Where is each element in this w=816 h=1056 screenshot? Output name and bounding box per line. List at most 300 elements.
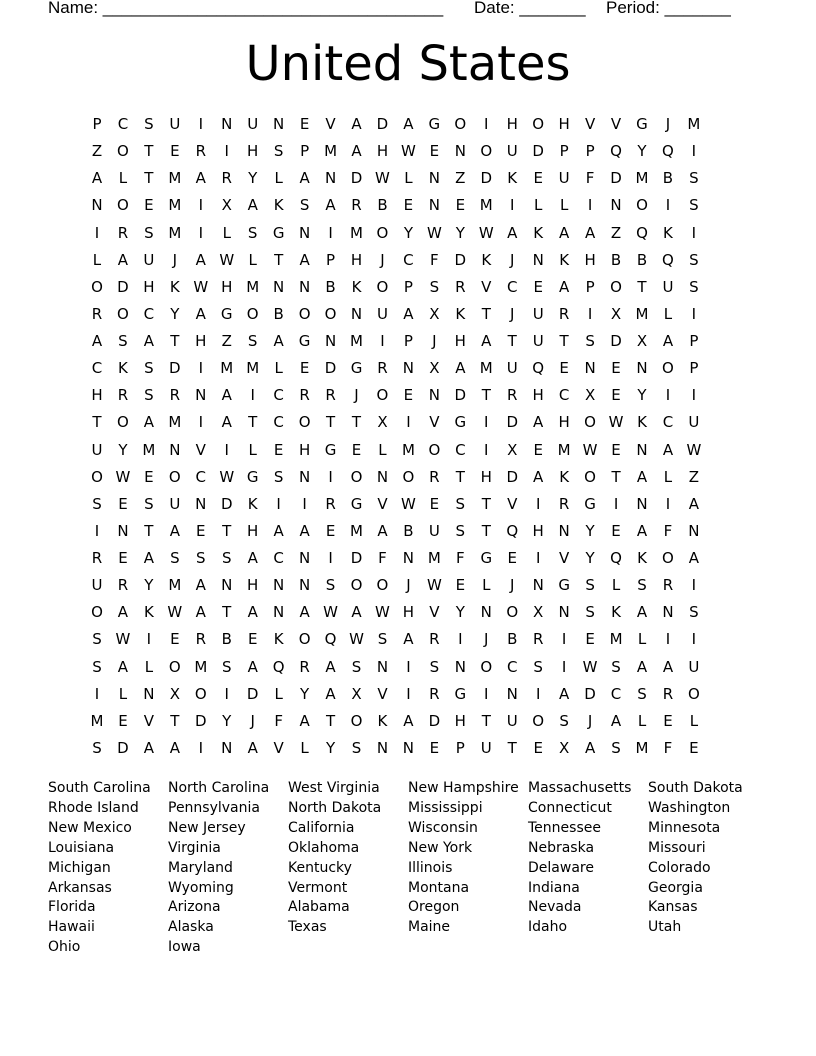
grid-letter[interactable]: A bbox=[403, 304, 414, 323]
grid-letter[interactable]: I bbox=[484, 413, 489, 432]
grid-letter[interactable]: O bbox=[117, 142, 129, 161]
grid-letter[interactable]: K bbox=[455, 304, 466, 323]
grid-letter[interactable]: P bbox=[689, 332, 699, 350]
grid-letter[interactable]: D bbox=[246, 684, 259, 703]
grid-letter[interactable]: G bbox=[246, 467, 259, 486]
grid-letter[interactable]: G bbox=[324, 440, 337, 459]
grid-letter[interactable]: O bbox=[298, 304, 311, 323]
grid-letter[interactable]: O bbox=[350, 576, 363, 595]
grid-letter[interactable]: R bbox=[299, 386, 310, 405]
grid-letter[interactable]: K bbox=[559, 250, 570, 269]
grid-letter[interactable]: P bbox=[92, 115, 102, 133]
grid-letter[interactable]: D bbox=[480, 169, 493, 188]
grid-letter[interactable]: S bbox=[118, 332, 128, 350]
grid-letter[interactable]: E bbox=[299, 115, 310, 133]
grid-letter[interactable]: R bbox=[117, 576, 129, 595]
grid-letter[interactable]: G bbox=[428, 115, 441, 133]
grid-letter[interactable]: K bbox=[351, 277, 362, 296]
grid-letter[interactable]: M bbox=[350, 521, 363, 540]
grid-letter[interactable]: A bbox=[610, 711, 622, 730]
grid-letter[interactable]: I bbox=[94, 521, 100, 540]
grid-letter[interactable]: I bbox=[328, 467, 333, 486]
grid-letter[interactable]: E bbox=[118, 549, 128, 567]
grid-letter[interactable]: N bbox=[636, 494, 648, 513]
grid-letter[interactable]: S bbox=[221, 657, 232, 676]
grid-letter[interactable]: I bbox=[198, 738, 203, 757]
grid-letter[interactable]: U bbox=[169, 115, 181, 133]
grid-letter[interactable]: O bbox=[480, 657, 493, 676]
grid-letter[interactable]: N bbox=[402, 359, 415, 378]
grid-letter[interactable]: A bbox=[403, 115, 414, 133]
grid-letter[interactable]: R bbox=[558, 304, 570, 323]
grid-letter[interactable]: V bbox=[481, 277, 492, 296]
grid-letter[interactable]: O bbox=[91, 467, 103, 486]
grid-letter[interactable]: O bbox=[532, 115, 545, 133]
grid-letter[interactable]: U bbox=[169, 494, 181, 513]
grid-letter[interactable]: A bbox=[221, 413, 232, 432]
grid-letter[interactable]: W bbox=[686, 440, 702, 459]
grid-letter[interactable]: W bbox=[582, 657, 598, 676]
grid-letter[interactable]: K bbox=[169, 277, 180, 296]
grid-letter[interactable]: X bbox=[429, 359, 440, 378]
grid-letter[interactable]: H bbox=[584, 250, 596, 269]
grid-letter[interactable]: T bbox=[559, 332, 569, 350]
grid-letter[interactable]: N bbox=[376, 738, 389, 757]
grid-letter[interactable]: E bbox=[585, 630, 595, 649]
grid-letter[interactable]: I bbox=[406, 413, 411, 432]
grid-letter[interactable]: C bbox=[273, 413, 284, 432]
grid-letter[interactable]: L bbox=[274, 169, 283, 188]
grid-letter[interactable]: H bbox=[480, 467, 492, 486]
grid-letter[interactable]: E bbox=[533, 440, 543, 459]
grid-letter[interactable]: S bbox=[221, 549, 232, 567]
grid-letter[interactable]: A bbox=[195, 169, 206, 188]
grid-letter[interactable]: N bbox=[117, 521, 129, 540]
grid-letter[interactable]: S bbox=[273, 142, 284, 161]
grid-letter[interactable]: L bbox=[404, 169, 413, 188]
grid-letter[interactable]: D bbox=[532, 142, 544, 161]
grid-letter[interactable]: Y bbox=[455, 603, 465, 622]
grid-letter[interactable]: K bbox=[663, 223, 673, 242]
grid-letter[interactable]: N bbox=[273, 603, 285, 622]
grid-letter[interactable]: V bbox=[143, 711, 155, 730]
grid-letter[interactable]: A bbox=[559, 223, 570, 242]
grid-letter[interactable]: L bbox=[378, 440, 387, 459]
grid-letter[interactable]: F bbox=[456, 549, 465, 567]
grid-letter[interactable]: H bbox=[558, 413, 570, 432]
grid-letter[interactable]: F bbox=[585, 169, 595, 188]
grid-letter[interactable]: I bbox=[691, 142, 697, 161]
grid-letter[interactable]: I bbox=[665, 196, 671, 215]
grid-letter[interactable]: A bbox=[143, 738, 155, 757]
grid-letter[interactable]: O bbox=[350, 711, 363, 730]
grid-letter[interactable]: U bbox=[91, 440, 103, 459]
grid-letter[interactable]: R bbox=[117, 386, 129, 405]
name-field[interactable]: Name: ____________________________________ bbox=[48, 0, 444, 17]
grid-letter[interactable]: U bbox=[688, 413, 700, 432]
grid-letter[interactable]: U bbox=[558, 169, 570, 188]
grid-letter[interactable]: S bbox=[377, 630, 388, 649]
grid-letter[interactable]: L bbox=[274, 684, 283, 703]
grid-letter[interactable]: P bbox=[559, 142, 569, 161]
grid-letter[interactable]: S bbox=[351, 738, 362, 757]
grid-letter[interactable]: X bbox=[377, 413, 388, 432]
grid-letter[interactable]: G bbox=[454, 684, 467, 703]
grid-letter[interactable]: I bbox=[198, 196, 203, 215]
grid-letter[interactable]: D bbox=[350, 169, 363, 188]
grid-letter[interactable]: E bbox=[144, 467, 154, 486]
grid-letter[interactable]: T bbox=[144, 521, 154, 540]
grid-letter[interactable]: A bbox=[117, 657, 129, 676]
grid-letter[interactable]: A bbox=[221, 386, 232, 405]
grid-letter[interactable]: R bbox=[662, 576, 674, 595]
grid-letter[interactable]: R bbox=[662, 684, 674, 703]
grid-letter[interactable]: O bbox=[298, 630, 311, 649]
grid-letter[interactable]: S bbox=[637, 576, 647, 595]
grid-letter[interactable]: I bbox=[484, 440, 489, 459]
grid-letter[interactable]: E bbox=[533, 277, 543, 296]
grid-letter[interactable]: S bbox=[325, 576, 336, 595]
grid-letter[interactable]: N bbox=[636, 359, 648, 378]
grid-letter[interactable]: I bbox=[587, 304, 593, 323]
grid-letter[interactable]: J bbox=[587, 711, 593, 730]
grid-letter[interactable]: P bbox=[585, 142, 595, 161]
grid-letter[interactable]: R bbox=[325, 386, 336, 405]
grid-letter[interactable]: W bbox=[167, 603, 183, 622]
grid-letter[interactable]: R bbox=[532, 630, 544, 649]
grid-letter[interactable]: I bbox=[613, 494, 619, 513]
grid-letter[interactable]: A bbox=[377, 521, 388, 540]
grid-letter[interactable]: Z bbox=[688, 467, 700, 486]
grid-letter[interactable]: H bbox=[350, 250, 363, 269]
grid-letter[interactable]: M bbox=[687, 115, 701, 133]
grid-letter[interactable]: L bbox=[118, 684, 128, 703]
grid-letter[interactable]: K bbox=[143, 603, 154, 622]
grid-letter[interactable]: Y bbox=[144, 576, 154, 595]
grid-letter[interactable]: E bbox=[118, 711, 128, 730]
grid-letter[interactable]: V bbox=[273, 738, 284, 757]
grid-letter[interactable]: J bbox=[406, 576, 411, 595]
grid-letter[interactable]: A bbox=[351, 603, 362, 622]
grid-letter[interactable]: A bbox=[584, 738, 596, 757]
grid-letter[interactable]: S bbox=[273, 467, 284, 486]
grid-letter[interactable]: D bbox=[428, 711, 441, 730]
grid-letter[interactable]: K bbox=[611, 603, 621, 622]
grid-letter[interactable]: L bbox=[92, 250, 102, 269]
grid-letter[interactable]: T bbox=[222, 603, 232, 622]
grid-letter[interactable]: Z bbox=[91, 142, 103, 161]
grid-letter[interactable]: F bbox=[663, 738, 673, 757]
grid-letter[interactable]: I bbox=[561, 630, 567, 649]
grid-letter[interactable]: D bbox=[610, 169, 622, 188]
grid-letter[interactable]: C bbox=[455, 440, 466, 459]
grid-letter[interactable]: X bbox=[584, 386, 596, 405]
grid-letter[interactable]: N bbox=[273, 576, 285, 595]
grid-letter[interactable]: W bbox=[582, 440, 598, 459]
grid-letter[interactable]: O bbox=[91, 603, 103, 622]
grid-letter[interactable]: E bbox=[455, 196, 466, 215]
grid-letter[interactable]: S bbox=[92, 738, 102, 757]
grid-letter[interactable]: D bbox=[350, 549, 363, 567]
grid-letter[interactable]: Y bbox=[637, 386, 647, 405]
grid-letter[interactable]: I bbox=[198, 359, 203, 378]
grid-letter[interactable]: D bbox=[584, 684, 596, 703]
grid-letter[interactable]: R bbox=[91, 304, 103, 323]
grid-letter[interactable]: U bbox=[247, 115, 259, 133]
grid-letter[interactable]: O bbox=[584, 467, 596, 486]
grid-letter[interactable]: Q bbox=[324, 630, 337, 649]
grid-letter[interactable]: D bbox=[220, 494, 233, 513]
grid-letter[interactable]: T bbox=[611, 467, 621, 486]
grid-letter[interactable]: M bbox=[90, 711, 104, 730]
grid-letter[interactable]: S bbox=[92, 494, 102, 513]
grid-letter[interactable]: B bbox=[636, 250, 648, 269]
grid-letter[interactable]: M bbox=[194, 657, 208, 676]
date-field[interactable]: Date: _______ bbox=[474, 0, 586, 17]
grid-letter[interactable]: R bbox=[558, 494, 570, 513]
grid-letter[interactable]: M bbox=[609, 630, 623, 649]
grid-letter[interactable]: S bbox=[429, 277, 440, 296]
grid-letter[interactable]: W bbox=[323, 603, 338, 622]
grid-letter[interactable]: N bbox=[454, 657, 466, 676]
grid-letter[interactable]: H bbox=[247, 142, 259, 161]
grid-letter[interactable]: N bbox=[662, 603, 674, 622]
grid-letter[interactable]: C bbox=[506, 657, 518, 676]
grid-letter[interactable]: S bbox=[92, 630, 102, 649]
grid-letter[interactable]: X bbox=[636, 332, 648, 350]
grid-letter[interactable]: P bbox=[585, 277, 595, 296]
grid-letter[interactable]: O bbox=[117, 304, 129, 323]
grid-letter[interactable]: A bbox=[351, 142, 362, 161]
grid-letter[interactable]: P bbox=[403, 332, 413, 350]
grid-letter[interactable]: K bbox=[481, 250, 492, 269]
grid-letter[interactable]: U bbox=[428, 521, 440, 540]
grid-letter[interactable]: I bbox=[510, 196, 515, 215]
grid-letter[interactable]: G bbox=[350, 494, 363, 513]
grid-letter[interactable]: R bbox=[299, 657, 310, 676]
grid-letter[interactable]: L bbox=[482, 576, 491, 595]
grid-letter[interactable]: Q bbox=[506, 521, 519, 540]
grid-letter[interactable]: E bbox=[507, 549, 517, 567]
grid-letter[interactable]: I bbox=[276, 494, 281, 513]
grid-letter[interactable]: E bbox=[429, 142, 440, 161]
grid-letter[interactable]: G bbox=[298, 332, 311, 350]
grid-letter[interactable]: Q bbox=[662, 250, 674, 269]
grid-letter[interactable]: N bbox=[350, 304, 363, 323]
grid-letter[interactable]: R bbox=[221, 169, 232, 188]
grid-letter[interactable]: G bbox=[584, 494, 596, 513]
grid-letter[interactable]: D bbox=[454, 386, 467, 405]
grid-letter[interactable]: P bbox=[689, 359, 699, 378]
grid-letter[interactable]: N bbox=[688, 521, 700, 540]
grid-letter[interactable]: F bbox=[274, 711, 283, 730]
grid-letter[interactable]: A bbox=[636, 603, 648, 622]
grid-letter[interactable]: N bbox=[298, 467, 311, 486]
grid-letter[interactable]: J bbox=[354, 386, 359, 405]
grid-letter[interactable]: L bbox=[663, 304, 673, 323]
grid-letter[interactable]: X bbox=[558, 738, 570, 757]
grid-letter[interactable]: M bbox=[401, 440, 415, 459]
grid-letter[interactable]: A bbox=[325, 684, 336, 703]
grid-letter[interactable]: S bbox=[299, 196, 310, 215]
grid-letter[interactable]: N bbox=[221, 115, 233, 133]
grid-letter[interactable]: K bbox=[247, 494, 258, 513]
grid-letter[interactable]: S bbox=[611, 738, 621, 757]
grid-letter[interactable]: A bbox=[195, 576, 206, 595]
period-field[interactable]: Period: _______ bbox=[606, 0, 731, 17]
grid-letter[interactable]: A bbox=[299, 603, 310, 622]
grid-letter[interactable]: J bbox=[510, 250, 515, 269]
grid-letter[interactable]: R bbox=[429, 630, 440, 649]
grid-letter[interactable]: E bbox=[663, 711, 673, 730]
grid-letter[interactable]: A bbox=[481, 332, 492, 350]
grid-letter[interactable]: N bbox=[584, 359, 596, 378]
grid-letter[interactable]: A bbox=[688, 494, 700, 513]
grid-letter[interactable]: O bbox=[91, 277, 103, 296]
grid-letter[interactable]: I bbox=[665, 630, 671, 649]
grid-letter[interactable]: I bbox=[224, 142, 229, 161]
grid-letter[interactable]: A bbox=[247, 196, 258, 215]
grid-letter[interactable]: A bbox=[169, 521, 180, 540]
grid-letter[interactable]: A bbox=[195, 603, 206, 622]
grid-letter[interactable]: N bbox=[143, 684, 155, 703]
grid-letter[interactable]: H bbox=[532, 521, 544, 540]
grid-letter[interactable]: M bbox=[350, 223, 363, 242]
grid-letter[interactable]: M bbox=[557, 440, 571, 459]
grid-letter[interactable]: E bbox=[559, 359, 569, 378]
grid-letter[interactable]: K bbox=[507, 169, 518, 188]
grid-letter[interactable]: A bbox=[325, 196, 336, 215]
grid-letter[interactable]: S bbox=[559, 711, 569, 730]
grid-letter[interactable]: T bbox=[325, 711, 336, 730]
grid-letter[interactable]: H bbox=[402, 603, 415, 622]
grid-letter[interactable]: S bbox=[611, 657, 621, 676]
grid-letter[interactable]: B bbox=[325, 277, 336, 296]
grid-letter[interactable]: V bbox=[584, 115, 596, 133]
grid-letter[interactable]: E bbox=[196, 521, 206, 540]
grid-letter[interactable]: M bbox=[220, 359, 234, 378]
grid-letter[interactable]: M bbox=[246, 277, 260, 296]
grid-letter[interactable]: I bbox=[380, 332, 385, 350]
grid-letter[interactable]: A bbox=[247, 549, 258, 567]
grid-letter[interactable]: N bbox=[558, 603, 570, 622]
grid-letter[interactable]: A bbox=[195, 304, 206, 323]
grid-letter[interactable]: R bbox=[429, 684, 440, 703]
grid-letter[interactable]: O bbox=[376, 386, 389, 405]
grid-letter[interactable]: I bbox=[587, 196, 593, 215]
grid-letter[interactable]: I bbox=[146, 630, 152, 649]
grid-letter[interactable]: A bbox=[325, 657, 336, 676]
grid-letter[interactable]: N bbox=[558, 521, 570, 540]
grid-letter[interactable]: Y bbox=[585, 521, 595, 540]
grid-letter[interactable]: T bbox=[481, 711, 491, 730]
grid-letter[interactable]: I bbox=[250, 386, 255, 405]
grid-letter[interactable]: Y bbox=[637, 142, 647, 161]
grid-letter[interactable]: C bbox=[195, 467, 207, 486]
grid-letter[interactable]: I bbox=[328, 549, 333, 567]
grid-letter[interactable]: B bbox=[221, 630, 232, 649]
grid-letter[interactable]: I bbox=[198, 115, 203, 133]
grid-letter[interactable]: A bbox=[559, 277, 570, 296]
grid-letter[interactable]: H bbox=[298, 440, 311, 459]
grid-letter[interactable]: T bbox=[325, 413, 336, 432]
grid-letter[interactable]: S bbox=[429, 657, 440, 676]
grid-letter[interactable]: Y bbox=[248, 169, 258, 188]
grid-letter[interactable]: T bbox=[170, 711, 180, 730]
grid-letter[interactable]: A bbox=[299, 521, 310, 540]
grid-letter[interactable]: M bbox=[324, 142, 338, 161]
grid-letter[interactable]: T bbox=[637, 277, 647, 296]
grid-letter[interactable]: A bbox=[143, 332, 155, 350]
grid-letter[interactable]: A bbox=[636, 467, 648, 486]
grid-letter[interactable]: J bbox=[510, 576, 515, 595]
grid-letter[interactable]: A bbox=[559, 684, 570, 703]
grid-letter[interactable]: I bbox=[561, 657, 567, 676]
grid-letter[interactable]: Y bbox=[300, 684, 310, 703]
grid-letter[interactable]: T bbox=[248, 413, 258, 432]
grid-letter[interactable]: O bbox=[454, 115, 467, 133]
grid-letter[interactable]: P bbox=[326, 250, 336, 269]
grid-letter[interactable]: W bbox=[375, 603, 390, 622]
grid-letter[interactable]: A bbox=[169, 738, 180, 757]
grid-letter[interactable]: L bbox=[300, 738, 309, 757]
grid-letter[interactable]: M bbox=[168, 576, 182, 595]
grid-letter[interactable]: D bbox=[506, 413, 518, 432]
grid-letter[interactable]: Q bbox=[532, 359, 545, 378]
grid-letter[interactable]: R bbox=[91, 549, 103, 567]
grid-letter[interactable]: T bbox=[455, 467, 465, 486]
grid-letter[interactable]: H bbox=[195, 332, 207, 350]
grid-letter[interactable]: B bbox=[507, 630, 518, 649]
grid-letter[interactable]: L bbox=[248, 440, 257, 459]
grid-letter[interactable]: J bbox=[510, 304, 515, 323]
grid-letter[interactable]: T bbox=[481, 304, 491, 323]
grid-letter[interactable]: K bbox=[377, 711, 388, 730]
grid-letter[interactable]: O bbox=[480, 142, 493, 161]
grid-letter[interactable]: I bbox=[535, 684, 541, 703]
grid-letter[interactable]: B bbox=[403, 521, 414, 540]
grid-letter[interactable]: H bbox=[558, 115, 570, 133]
grid-letter[interactable]: C bbox=[610, 684, 622, 703]
grid-letter[interactable]: A bbox=[662, 657, 674, 676]
grid-letter[interactable]: D bbox=[117, 738, 129, 757]
grid-letter[interactable]: O bbox=[610, 277, 622, 296]
grid-letter[interactable]: S bbox=[455, 521, 466, 540]
grid-letter[interactable]: N bbox=[298, 223, 311, 242]
grid-letter[interactable]: E bbox=[118, 494, 128, 513]
grid-letter[interactable]: Y bbox=[455, 223, 465, 242]
grid-letter[interactable]: U bbox=[506, 359, 518, 378]
grid-letter[interactable]: D bbox=[506, 467, 518, 486]
grid-letter[interactable]: U bbox=[143, 250, 155, 269]
grid-letter[interactable]: S bbox=[689, 277, 699, 296]
grid-letter[interactable]: M bbox=[246, 359, 260, 378]
grid-letter[interactable]: J bbox=[484, 630, 489, 649]
grid-letter[interactable]: P bbox=[403, 277, 413, 296]
grid-letter[interactable]: V bbox=[559, 549, 570, 567]
grid-letter[interactable]: A bbox=[273, 521, 284, 540]
grid-letter[interactable]: E bbox=[429, 738, 440, 757]
grid-letter[interactable]: O bbox=[662, 359, 674, 378]
grid-letter[interactable]: S bbox=[689, 196, 699, 215]
grid-letter[interactable]: C bbox=[91, 359, 103, 378]
grid-letter[interactable]: A bbox=[403, 630, 414, 649]
grid-letter[interactable]: E bbox=[403, 386, 414, 405]
grid-letter[interactable]: R bbox=[377, 359, 388, 378]
grid-letter[interactable]: W bbox=[426, 223, 442, 242]
grid-letter[interactable]: E bbox=[273, 440, 284, 459]
grid-letter[interactable]: Y bbox=[118, 440, 128, 459]
